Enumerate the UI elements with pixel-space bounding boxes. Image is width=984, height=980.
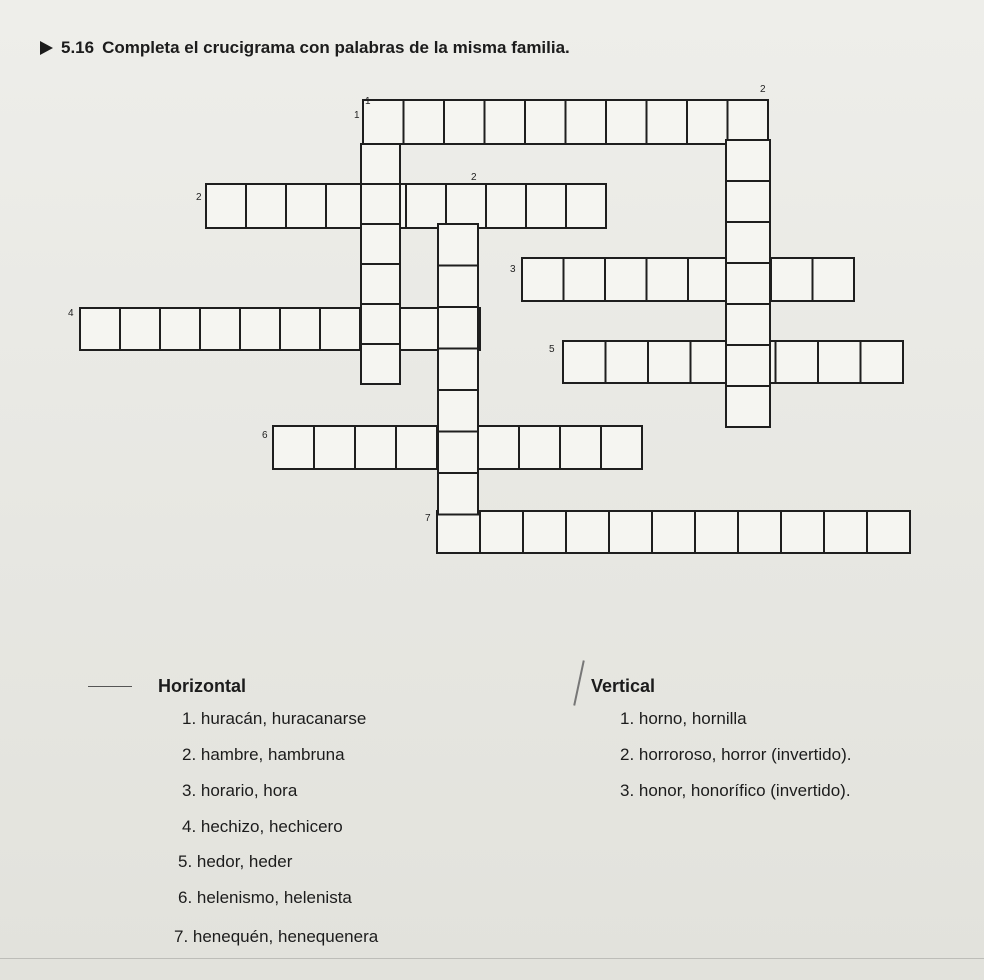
vertical-2-cell-3[interactable]: [438, 307, 478, 349]
horizontal-2-cell-7[interactable]: [446, 184, 486, 228]
horizontal-7-cell-10[interactable]: [824, 511, 867, 553]
clue-number-label: 2: [760, 84, 766, 95]
pencil-mark: [573, 660, 585, 705]
horizontal-clue-7: 7. henequén, henequenera: [174, 927, 379, 946]
clue-number-label: 1: [365, 96, 371, 107]
vertical-3-cell-4[interactable]: [726, 263, 770, 304]
vertical-2-cell-6[interactable]: [438, 432, 478, 474]
divider-line: [88, 686, 132, 687]
horizontal-7-cell-3[interactable]: [523, 511, 566, 553]
horizontal-4-cell-6[interactable]: [280, 308, 320, 350]
horizontal-clue-3: 3. horario, hora: [182, 781, 298, 800]
exercise-number: 5.16: [61, 38, 95, 57]
horizontal-clue-5: 5. hedor, heder: [178, 852, 293, 871]
vertical-2-cell-2[interactable]: [438, 266, 478, 308]
horizontal-clue-2: 2. hambre, hambruna: [182, 745, 345, 764]
horizontal-clue-1: 1. huracán, huracanarse: [182, 709, 367, 728]
horizontal-7-cell-7[interactable]: [695, 511, 738, 553]
horizontal-3-cell-7[interactable]: [771, 258, 813, 301]
horizontal-4-cell-4[interactable]: [200, 308, 240, 350]
horizontal-1-cell-3[interactable]: [444, 100, 485, 144]
horizontal-2-cell-2[interactable]: [246, 184, 286, 228]
horizontal-6-cell-2[interactable]: [314, 426, 355, 469]
horizontal-3-cell-5[interactable]: [688, 258, 730, 301]
horizontal-1-cell-4[interactable]: [485, 100, 526, 144]
exercise-title: Completa el crucigrama con palabras de la misma familia.: [102, 38, 570, 57]
clue-number-label: 3: [510, 264, 516, 275]
horizontal-5-cell-3[interactable]: [648, 341, 691, 383]
vertical-clue-3: 3. honor, honorífico (invertido).: [620, 781, 851, 800]
vertical-1-cell-5[interactable]: [361, 304, 400, 344]
vertical-3-cell-1[interactable]: [726, 140, 770, 181]
horizontal-clue-4: 4. hechizo, hechicero: [182, 817, 343, 836]
clue-number-label: 7: [425, 513, 431, 524]
vertical-2-cell-5[interactable]: [438, 390, 478, 432]
clue-number-label: 2: [196, 192, 202, 203]
horizontal-5-cell-7[interactable]: [818, 341, 861, 383]
horizontal-7-cell-9[interactable]: [781, 511, 824, 553]
horizontal-5-cell-8[interactable]: [861, 341, 904, 383]
horizontal-6-cell-3[interactable]: [355, 426, 396, 469]
vertical-heading: Vertical: [591, 676, 656, 696]
bottom-edge: [0, 958, 984, 959]
horizontal-4-cell-2[interactable]: [120, 308, 160, 350]
vertical-3-cell-5[interactable]: [726, 304, 770, 345]
horizontal-6-cell-4[interactable]: [396, 426, 437, 469]
horizontal-2-cell-1[interactable]: [206, 184, 246, 228]
horizontal-5-cell-2[interactable]: [606, 341, 649, 383]
horizontal-7-cell-2[interactable]: [480, 511, 523, 553]
horizontal-1-cell-7[interactable]: [606, 100, 647, 144]
horizontal-clue-6: 6. helenismo, helenista: [178, 888, 352, 907]
horizontal-4-cell-3[interactable]: [160, 308, 200, 350]
horizontal-4-cell-1[interactable]: [80, 308, 120, 350]
horizontal-1-cell-9[interactable]: [687, 100, 728, 144]
vertical-3-cell-3[interactable]: [726, 222, 770, 263]
vertical-3-cell-6[interactable]: [726, 345, 770, 386]
horizontal-6-cell-7[interactable]: [519, 426, 560, 469]
horizontal-2-cell-6[interactable]: [406, 184, 446, 228]
vertical-1-cell-3[interactable]: [361, 224, 400, 264]
vertical-1-cell-6[interactable]: [361, 344, 400, 384]
clue-number-label: 5: [549, 344, 555, 355]
vertical-clue-1: 1. horno, hornilla: [620, 709, 747, 728]
horizontal-heading: Horizontal: [158, 676, 246, 696]
horizontal-2-cell-3[interactable]: [286, 184, 326, 228]
clue-number-label: 4: [68, 308, 74, 319]
horizontal-3-cell-8[interactable]: [813, 258, 855, 301]
vertical-1-cell-2[interactable]: [361, 184, 400, 224]
vertical-2-cell-1[interactable]: [438, 224, 478, 266]
vertical-1-cell-4[interactable]: [361, 264, 400, 304]
horizontal-2-cell-8[interactable]: [486, 184, 526, 228]
vertical-clue-2: 2. horroroso, horror (invertido).: [620, 745, 852, 764]
horizontal-6-cell-9[interactable]: [601, 426, 642, 469]
horizontal-7-cell-1[interactable]: [437, 511, 480, 553]
horizontal-5-cell-1[interactable]: [563, 341, 606, 383]
clue-number-label: 1: [354, 110, 360, 121]
horizontal-6-cell-6[interactable]: [478, 426, 519, 469]
horizontal-4-cell-7[interactable]: [320, 308, 360, 350]
horizontal-5-cell-6[interactable]: [776, 341, 819, 383]
horizontal-7-cell-8[interactable]: [738, 511, 781, 553]
clue-number-label: 2: [471, 172, 477, 183]
horizontal-1-cell-6[interactable]: [566, 100, 607, 144]
horizontal-2-cell-9[interactable]: [526, 184, 566, 228]
vertical-3-cell-7[interactable]: [726, 386, 770, 427]
horizontal-3-cell-4[interactable]: [647, 258, 689, 301]
horizontal-1-cell-2[interactable]: [404, 100, 445, 144]
clue-number-label: 6: [262, 430, 268, 441]
horizontal-4-cell-5[interactable]: [240, 308, 280, 350]
horizontal-7-cell-4[interactable]: [566, 511, 609, 553]
horizontal-3-cell-1[interactable]: [522, 258, 564, 301]
horizontal-1-cell-8[interactable]: [647, 100, 688, 144]
horizontal-3-cell-3[interactable]: [605, 258, 647, 301]
horizontal-6-cell-8[interactable]: [560, 426, 601, 469]
vertical-3-cell-2[interactable]: [726, 181, 770, 222]
horizontal-3-cell-2[interactable]: [564, 258, 606, 301]
vertical-2-cell-4[interactable]: [438, 349, 478, 391]
horizontal-7-cell-11[interactable]: [867, 511, 910, 553]
horizontal-1-cell-5[interactable]: [525, 100, 566, 144]
horizontal-4-cell-9[interactable]: [400, 308, 440, 350]
horizontal-2-cell-10[interactable]: [566, 184, 606, 228]
horizontal-7-cell-6[interactable]: [652, 511, 695, 553]
vertical-2-cell-7[interactable]: [438, 473, 478, 515]
horizontal-1-cell-10[interactable]: [728, 100, 769, 144]
horizontal-6-cell-1[interactable]: [273, 426, 314, 469]
horizontal-7-cell-5[interactable]: [609, 511, 652, 553]
vertical-1-cell-1[interactable]: [361, 144, 400, 184]
